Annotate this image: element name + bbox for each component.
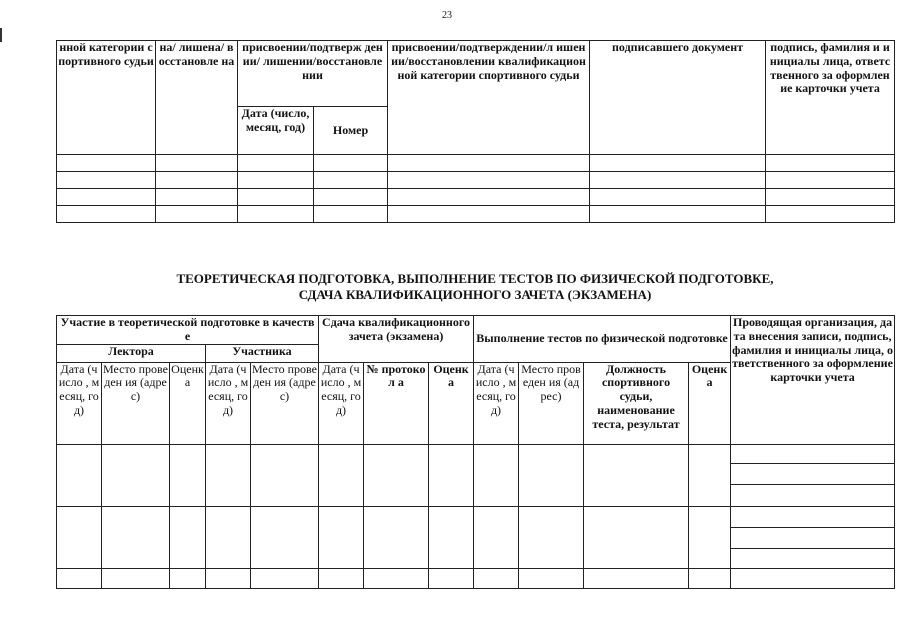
table-row: [57, 506, 895, 568]
section-title-line-2: СДАЧА КВАЛИФИКАЦИОННОГО ЗАЧЕТА (ЭКЗАМЕНА): [298, 287, 652, 302]
group-theory: Участие в теоретической подготовке в качестве: [57, 316, 319, 345]
exam-grade: Оценк а: [429, 362, 474, 444]
lecturer-date: Дата (число , месяц, год): [57, 362, 102, 444]
table-row: [57, 444, 895, 506]
table-row: [57, 189, 895, 206]
participant-date: Дата (число , месяц, год): [206, 362, 251, 444]
table-row: [57, 155, 895, 172]
col-category: нной категории спортивного судьи: [57, 41, 156, 155]
bottom-table: [56, 315, 895, 589]
table-row: [57, 172, 895, 189]
scan-edge-mark: [0, 28, 2, 42]
section-title-line-1: ТЕОРЕТИЧЕСКАЯ ПОДГОТОВКА, ВЫПОЛНЕНИЕ ТЕСТОВ ПО ФИЗИЧЕСКОЙ ПОДГОТОВКЕ,: [176, 271, 774, 286]
sub-lecturer: Лектора: [57, 344, 206, 362]
section-title: [56, 271, 894, 303]
exam-protocol: № протокол а: [364, 362, 429, 444]
sub-participant: Участника: [206, 344, 319, 362]
group-exam: Сдача квалификационного зачета (экзамена): [319, 316, 474, 363]
tests-place: Место проведен ия (адрес): [519, 362, 584, 444]
col-decision-number: Номер: [314, 107, 388, 155]
col-decision-date: Дата (число, месяц, год): [238, 107, 314, 155]
lecturer-grade: Оценк а: [170, 362, 206, 444]
exam-date: Дата (число , месяц, год): [319, 362, 364, 444]
col-status: на/ лишена/ восстановле на: [156, 41, 238, 155]
page-number: 23: [442, 10, 452, 21]
tests-position: Должность спортивного судьи, наименование теста, результат: [584, 362, 689, 444]
col-document: присвоении/подтверждении/л ишении/восстановлении квалификационной категории спортивного судьи: [388, 41, 590, 155]
table-row: [57, 206, 895, 223]
lecturer-place: Место проведен ия (адрес): [102, 362, 170, 444]
col-responsible: подпись, фамилия и инициалы лица, ответственного за оформление карточки учета: [766, 41, 895, 155]
group-tests: Выполнение тестов по физической подготовке: [474, 316, 731, 363]
top-table: [56, 40, 895, 223]
col-decision: присвоении/подтверж дении/ лишении/восстановле нии: [238, 41, 388, 107]
tests-date: Дата (число , месяц, год): [474, 362, 519, 444]
col-signer: подписавшего документ: [590, 41, 766, 155]
tests-grade: Оценк а: [689, 362, 731, 444]
participant-place: Место проведен ия (адрес): [251, 362, 319, 444]
group-organization: Проводящая организация, дата внесения записи, подпись, фамилия и инициалы лица, ответственного за оформление карточки учета: [731, 316, 895, 445]
table-row: [57, 568, 895, 588]
